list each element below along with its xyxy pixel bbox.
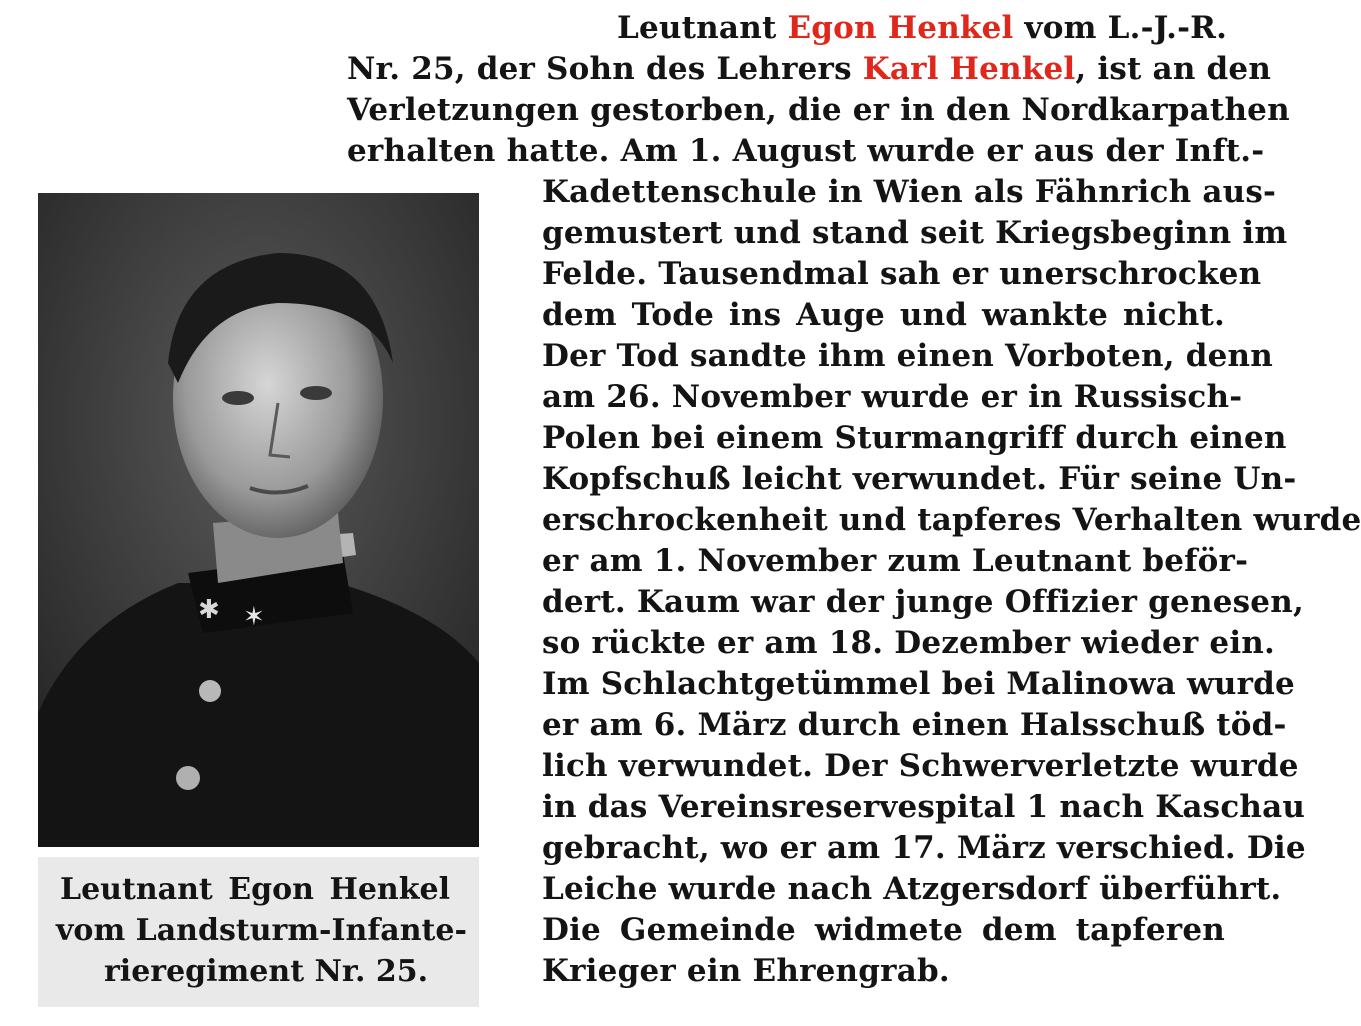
article-line: Verletzungen gestorben, die er in den Nordkarpathen (347, 92, 1290, 128)
article-line: er am 6. März durch einen Halsschuß töd- (542, 707, 1287, 743)
photo-caption-line: vom Landsturm-Infante- (56, 913, 467, 948)
article-line: erschrockenheit und tapferes Verhalten wurde (542, 502, 1361, 538)
article-line: dem Tode ins Auge und wankte nicht. (542, 297, 1225, 333)
article-line: Leutnant Egon Henkel vom L.-J.-R. (617, 10, 1228, 46)
portrait-photo (38, 193, 479, 847)
article-line: gemustert und stand seit Kriegsbeginn im (542, 215, 1288, 251)
article-line: so rückte er am 18. Dezember wieder ein. (542, 625, 1276, 661)
highlighted-name: Egon Henkel (787, 10, 1014, 46)
photo-caption-line: rieregiment Nr. 25. (104, 954, 429, 989)
svg-text:✱: ✱ (198, 595, 220, 625)
article-line: Im Schlachtgetümmel bei Malinowa wurde (542, 666, 1295, 702)
article-line: Leiche wurde nach Atzgersdorf überführt. (542, 871, 1282, 907)
article-line: er am 1. November zum Leutnant beför- (542, 543, 1249, 579)
article-line: gebracht, wo er am 17. März verschied. Die (542, 830, 1306, 866)
article-line: Kopfschuß leicht verwundet. Für seine Un- (542, 461, 1297, 497)
article-line: Kadettenschule in Wien als Fähnrich aus- (542, 174, 1277, 210)
article-line: Der Tod sandte ihm einen Vorboten, denn (542, 338, 1273, 374)
highlighted-name: Karl Henkel (862, 51, 1076, 87)
article-line: Krieger ein Ehrengrab. (542, 953, 950, 989)
article-line: Nr. 25, der Sohn des Lehrers Karl Henkel, ist an den (347, 51, 1272, 87)
article-line: erhalten hatte. Am 1. August wurde er aus der Inft.- (347, 133, 1265, 169)
article-line: Die Gemeinde widmete dem tapferen (542, 912, 1225, 948)
article-line: am 26. November wurde er in Russisch- (542, 379, 1243, 415)
article-line: Felde. Tausendmal sah er unerschrocken (542, 256, 1262, 292)
svg-text:✶: ✶ (243, 602, 265, 632)
article-line: in das Vereinsreservespital 1 nach Kaschau (542, 789, 1306, 825)
article-line: dert. Kaum war der junge Offizier genesen, (542, 584, 1304, 620)
article-line: lich verwundet. Der Schwerverletzte wurde (542, 748, 1299, 784)
article-line: Polen bei einem Sturmangriff durch einen (542, 420, 1287, 456)
photo-caption-line: Leutnant Egon Henkel (60, 872, 450, 907)
